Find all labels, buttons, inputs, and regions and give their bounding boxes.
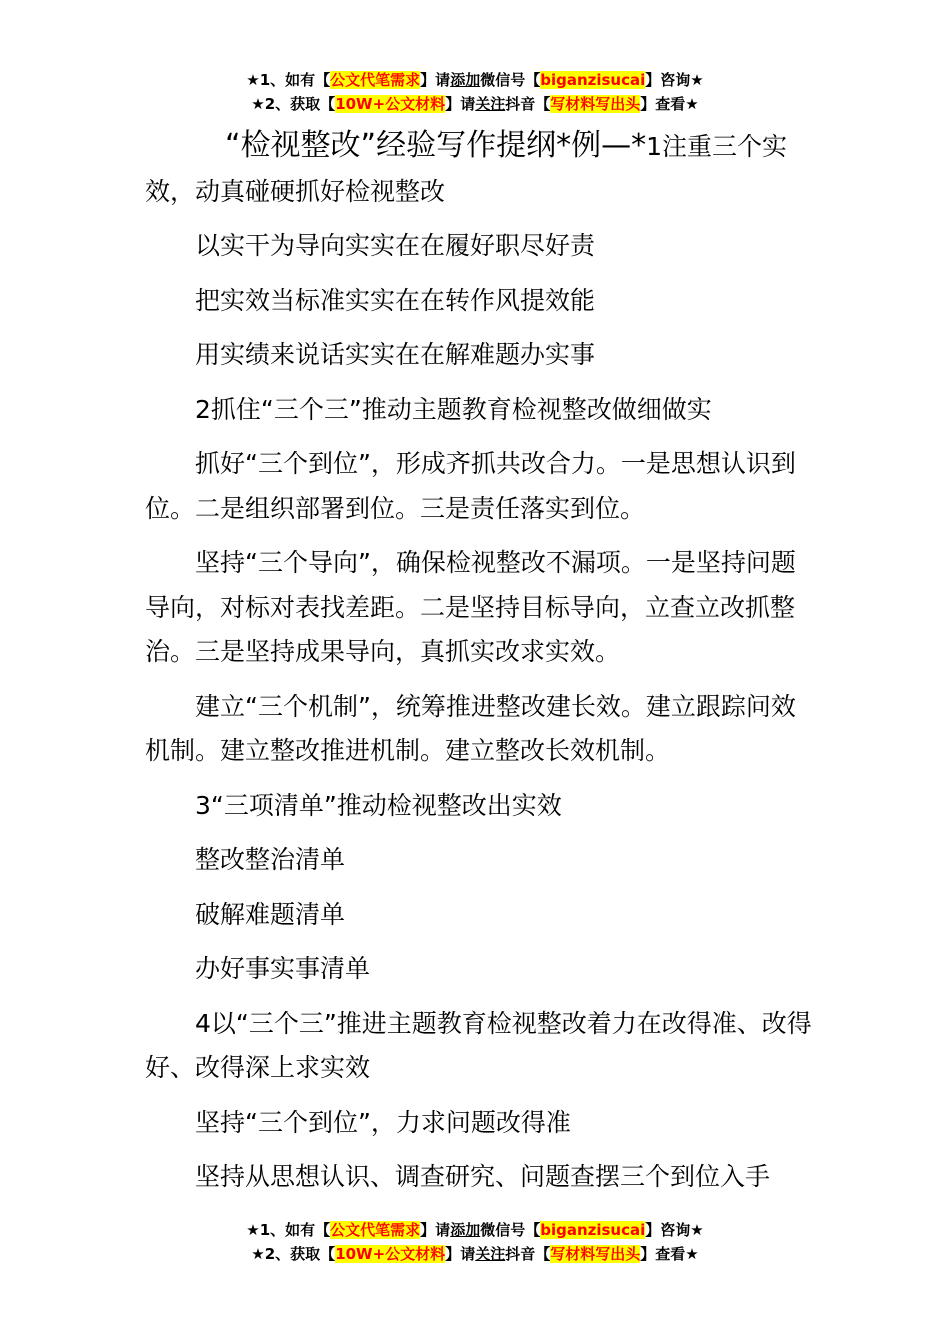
paragraph: 办好事实事清单 <box>195 954 371 983</box>
highlight-wechat-id: biganzisucai <box>540 71 646 89</box>
paragraph: 坚持从思想认识、调查研究、问题查摆三个到位入手 <box>195 1162 771 1191</box>
document-body <box>145 124 813 1200</box>
paragraph: 坚持“三个导向”，确保检视整改不漏项。一是坚持问题导向，对标对表找差距。二是坚持目标导向，立查立改抓整治。三是坚持成果导向，真抓实改求实效。 <box>145 548 796 666</box>
paragraph: 整改整治清单 <box>195 845 346 874</box>
paragraph: 建立“三个机制”，统筹推进整改建长效。建立跟踪问效机制。建立整改推进机制。建立整改长效机制。 <box>145 691 796 765</box>
highlight-wechat-id: biganzisucai <box>540 1221 646 1239</box>
banner-line-2: ★2、获取【10W+公文材料】请关注抖音【写材料写出头】查看★ <box>251 95 699 113</box>
highlight-service: 公文代笔需求 <box>330 71 421 89</box>
banner-line-2: ★2、获取【10W+公文材料】请关注抖音【写材料写出头】查看★ <box>251 1245 699 1263</box>
banner-line-1: ★1、如有【公文代笔需求】请添加微信号【biganzisucai】咨询★ <box>246 1221 704 1239</box>
document-title: “检视整改”经验写作提纲*例—*1注重三个实效，动真碰硬抓好检视整改 <box>145 128 787 206</box>
highlight-douyin: 写材料写出头 <box>550 1245 641 1263</box>
highlight-service: 公文代笔需求 <box>330 1221 421 1239</box>
section-heading: 2抓住“三个三”推动主题教育检视整改做细做实 <box>195 394 712 424</box>
paragraph: 坚持“三个到位”，力求问题改得准 <box>195 1107 571 1137</box>
highlight-materials: 10W+公文材料 <box>335 95 446 113</box>
section-heading: 3“三项清单”推动检视整改出实效 <box>195 790 562 820</box>
header-banner <box>0 68 950 116</box>
section-heading: 4以“三个三”推进主题教育检视整改着力在改得准、改得好、改得深上求实效 <box>145 1008 812 1082</box>
paragraph: 抓好“三个到位”，形成齐抓共改合力。一是思想认识到位。二是组织部署到位。三是责任落实到位。 <box>145 449 796 523</box>
footer-banner <box>0 1218 950 1266</box>
paragraph: 破解难题清单 <box>195 899 346 929</box>
highlight-douyin: 写材料写出头 <box>550 95 641 113</box>
paragraph: 用实绩来说话实实在在解难题办实事 <box>195 340 596 369</box>
paragraph: 以实干为导向实实在在履好职尽好责 <box>195 231 596 260</box>
banner-line-1: ★1、如有【公文代笔需求】请添加微信号【biganzisucai】咨询★ <box>246 71 704 89</box>
paragraph: 把实效当标准实实在在转作风提效能 <box>195 285 596 315</box>
highlight-materials: 10W+公文材料 <box>335 1245 446 1263</box>
